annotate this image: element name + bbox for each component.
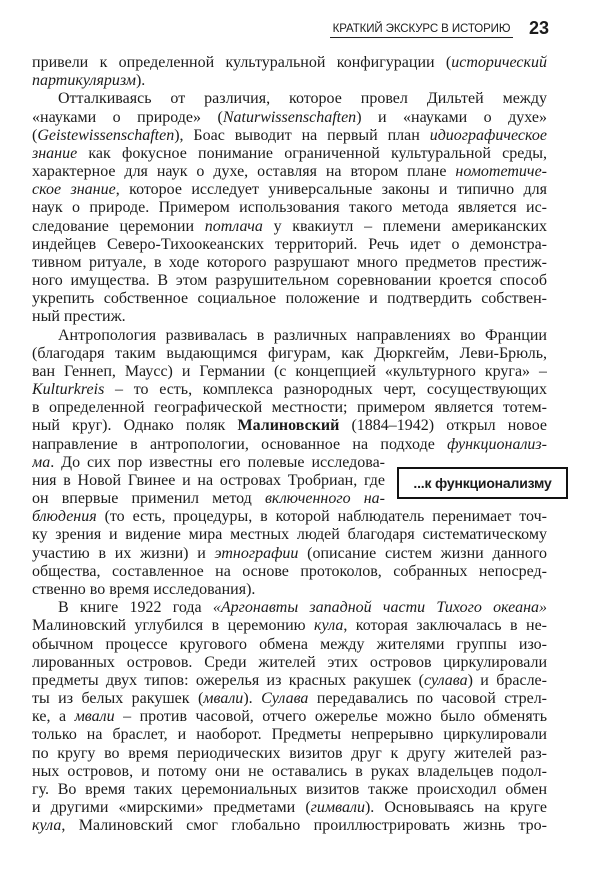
italic-term: включенного на- (264, 490, 385, 508)
text-line (32, 472, 385, 490)
text-run: (благодаря таким выдающимся фигурам, как Дюркгейм, Леви-Брюль, (32, 344, 547, 362)
text-line (32, 763, 547, 781)
text-run: В книге 1922 года (58, 599, 213, 617)
text-line (32, 90, 547, 108)
italic-term: кула (32, 817, 62, 835)
italic-term: мвали (203, 690, 244, 708)
text-line (32, 308, 547, 326)
text-run: , которое исследует универсальные законы и типично для (115, 181, 547, 199)
text-run: (1884–1942) открыл новое (339, 417, 547, 435)
italic-term: номотетиче- (455, 163, 547, 181)
text-line (32, 327, 547, 345)
bold-name: Малиновский (237, 417, 340, 435)
text-line (32, 417, 547, 435)
text-line (32, 563, 547, 581)
text-run: наук о природе. Примером использования такого метода является ис- (32, 199, 547, 217)
text-line (32, 109, 547, 127)
italic-term: блюдения (32, 508, 97, 526)
text-line (32, 399, 547, 417)
text-run: только на браслет, и наоборот. Предметы непрерывно циркулировали (32, 726, 547, 744)
italic-term: «Аргонавты западной части Тихого океана» (212, 599, 547, 617)
text-run: , Малиновский смог глобально проиллюстрировать жизнь тро- (61, 817, 547, 835)
text-line (32, 436, 547, 454)
text-line (32, 599, 547, 617)
italic-term: ма (32, 453, 51, 471)
body-text (32, 54, 547, 835)
text-run: (то есть, процедуры, в которой наблюдатель перенимает точ- (96, 508, 547, 526)
text-line (32, 672, 547, 690)
text-line (32, 526, 547, 544)
text-run: в определенной географической местности; примером является тотем- (32, 399, 547, 417)
text-line (32, 163, 547, 181)
text-run: ния в Новой Гвинее и на островах Тробриан, где (32, 471, 385, 489)
italic-term: исторический (451, 54, 547, 71)
text-run: гу. Во время таких церемониальных визитов также происходил обмен (32, 780, 547, 798)
text-run: индейцев Северо-Тихоокеанских территорий. Речь идет о демонстра- (32, 235, 547, 253)
text-run: привели к определенной культуральной конфигурации ( (32, 54, 452, 71)
italic-term: знание (32, 144, 78, 162)
text-run: – то есть, комплекса разнородных черт, сосуществующих (104, 381, 547, 399)
text-run: ных островов, и потому они не оставались в руках владельцев подол- (32, 762, 547, 780)
text-run: обычном процессе кругового обмена между жителями группы изо- (32, 635, 547, 653)
text-line (32, 381, 547, 399)
text-run: передавались по часовой стрел- (308, 690, 547, 708)
text-run: , которая заключалась в не- (343, 617, 547, 635)
text-run: . До сих пор известны его полевые исследова- (50, 453, 385, 471)
text-run: по кругу во время периодических визитов друг к другу жителей раз- (32, 744, 547, 762)
text-line (32, 363, 547, 381)
italic-term: Geistewissenschaften (37, 126, 175, 144)
text-run: ного имущества. В этом разрушительном соревновании кроется способ (32, 272, 547, 290)
text-run: и другими «мирскими» предметами ( (32, 799, 311, 817)
italic-term: мвали (74, 708, 115, 726)
italic-term: Kulturkreis (32, 381, 105, 399)
text-run: лированных островов. Среди жителей этих островов циркулировали (32, 653, 547, 671)
paragraph (32, 90, 547, 326)
text-line (32, 290, 547, 308)
sidebar-note-text: ...к функционализму (413, 475, 552, 491)
text-run: ку зрения и видение мира местных людей благодаря систематическому (32, 526, 547, 544)
text-line (32, 218, 547, 236)
text-line (32, 617, 547, 635)
text-run: Отталкиваясь от различия, которое провел Дильтей между (58, 90, 547, 108)
text-run: предметы двух типов: ожерелья из красных ракушек ( (32, 671, 424, 689)
text-run: ке, а (32, 708, 75, 726)
text-line (32, 636, 547, 654)
text-line (32, 272, 547, 290)
paragraph (32, 327, 547, 600)
text-run: у квакиутл – племени американских (262, 217, 547, 235)
text-line (32, 545, 547, 563)
text-run: ). (243, 690, 262, 708)
text-line (32, 181, 547, 199)
text-line (32, 236, 547, 254)
text-run: ), Боас выводит на первый план (174, 126, 430, 144)
italic-term: сулава (423, 671, 468, 689)
text-line (32, 745, 547, 763)
running-head-title: КРАТКИЙ ЭКСКУРС В ИСТОРИЮ (330, 21, 513, 38)
text-line (32, 490, 385, 508)
sidebar-note-box (397, 467, 568, 499)
text-run: следование церемонии (32, 217, 205, 235)
italic-term: этнографии (214, 544, 299, 562)
text-line (32, 581, 547, 599)
text-line (32, 127, 547, 145)
text-run: укрепить собственное социальное положение и подтвердить собствен- (32, 290, 547, 308)
text-line (32, 781, 547, 799)
italic-term: ское знание (32, 181, 116, 199)
page-number: 23 (528, 18, 549, 38)
text-line (32, 799, 547, 817)
text-run: тивном ритуале, в ходе которого разрушают много предметов престиж- (32, 253, 547, 271)
text-run: ( (32, 126, 38, 144)
text-line (32, 54, 547, 72)
text-line (32, 454, 385, 472)
text-run: – против часовой, отчего ожерелье можно было обменять (114, 708, 547, 726)
italic-term: Сулава (261, 690, 309, 708)
text-run: ный круг). Однако поляк (32, 417, 238, 435)
text-run: Антропология развивалась в различных направлениях во Франции (58, 326, 547, 344)
text-line (32, 654, 547, 672)
text-line (32, 345, 547, 363)
text-run: ). Основываясь на круге (364, 799, 547, 817)
italic-term: партикуляризм (32, 72, 136, 90)
italic-term: гимвали (310, 799, 365, 817)
text-run: он впервые применил метод (32, 490, 265, 508)
text-run: направление в антропологии, основанное на подходе (32, 435, 448, 453)
paragraph (32, 54, 547, 90)
italic-term: кула (314, 617, 344, 635)
text-line (32, 254, 547, 272)
italic-term: функционализ- (447, 435, 547, 453)
text-line (32, 145, 547, 163)
text-run: ) и брасле- (467, 671, 547, 689)
text-line (32, 72, 547, 90)
italic-term: потлача (204, 217, 263, 235)
paragraph (32, 599, 547, 835)
text-run: Малиновский углубился в церемонию (32, 617, 315, 635)
text-run: характерное для наук о духе, оставляя на втором плане (32, 163, 456, 181)
text-run: участию в их жизни) и (32, 544, 215, 562)
text-run: ван Геннеп, Маусс) и Германии (с концепцией «культурного круга» – (32, 362, 547, 380)
text-line (32, 199, 547, 217)
text-run: ) и «науками о духе» (356, 108, 547, 126)
text-run: ты из белых ракушек ( (32, 690, 204, 708)
italic-term: идиографическое (429, 126, 547, 144)
text-run: «науками о природе» ( (32, 108, 223, 126)
text-line (32, 817, 547, 835)
text-run: (описание систем жизни данного (298, 544, 547, 562)
text-line (32, 726, 547, 744)
text-line (32, 708, 547, 726)
text-run: ственно во время исследования). (32, 580, 256, 598)
text-run: ный престиж. (32, 308, 126, 326)
text-run: как фокусное понимание ограниченной культуральной среды, (77, 144, 547, 162)
italic-term: Naturwissenschaften (222, 108, 357, 126)
text-run: общества, составленное на основе протоколов, собранных непосред- (32, 562, 547, 580)
text-run: ). (135, 72, 146, 90)
text-line (32, 690, 547, 708)
text-line (32, 508, 547, 526)
